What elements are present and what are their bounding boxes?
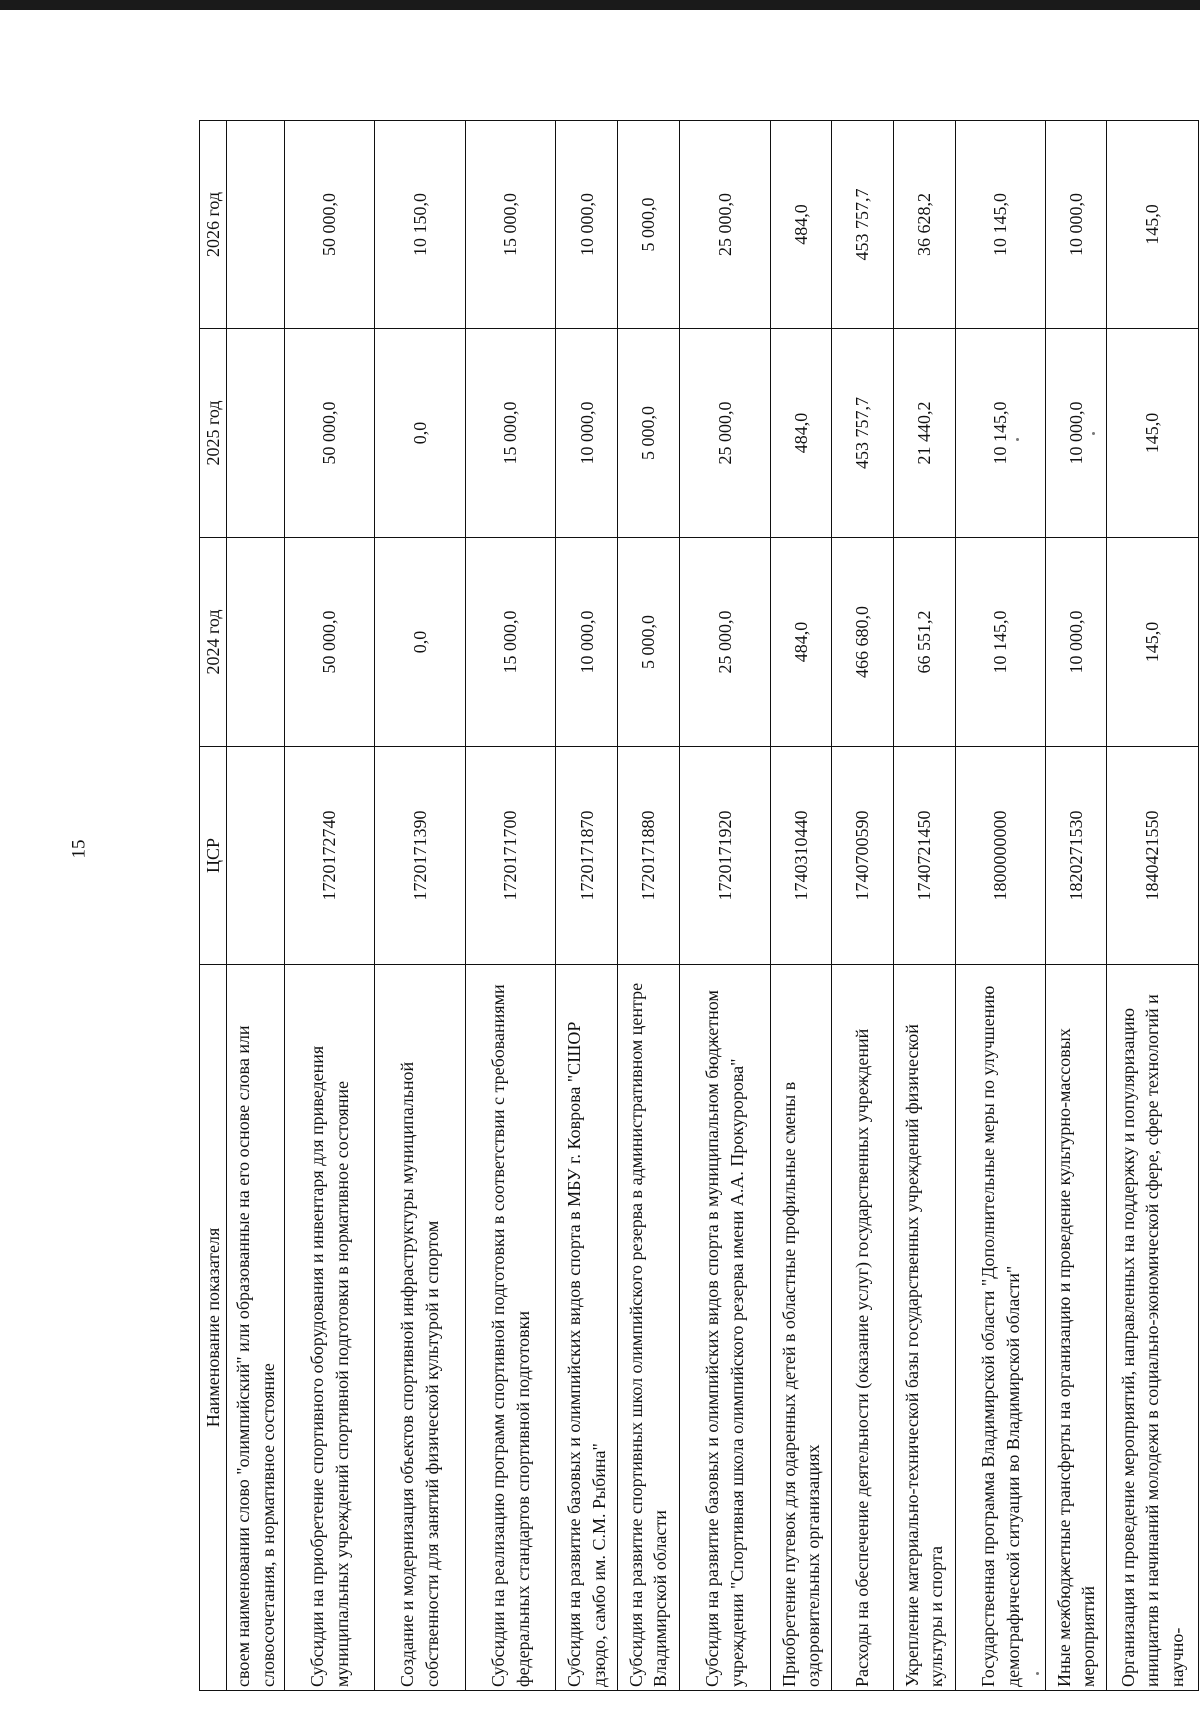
table-row [679,121,770,1691]
value-2026-cell: 36 628,2 [893,121,955,329]
value-2024-cell [227,538,285,747]
value-2025-cell: 10 145,0 [955,329,1046,538]
csr-code-cell: 1800000000 [955,747,1046,965]
indicator-name-cell: Субсидия на развитие спортивных школ олимпийского резерва в административном центре Владимирской области [618,965,680,1691]
csr-code-cell: 1720171700 [465,747,556,965]
header-indicator-name: Наименование показателя [200,965,227,1691]
header-year-2024: 2024 год [200,538,227,747]
table-body [227,121,1199,1691]
scan-top-edge [0,0,1200,10]
table-header-row [200,121,227,1691]
table-row [1106,121,1198,1691]
table-row [556,121,618,1691]
indicator-name-cell: Создание и модернизация объектов спортивной инфраструктуры муниципальной собственности для занятий физической культурой и спортом [374,965,465,1691]
value-2026-cell: 15 000,0 [465,121,556,329]
value-2025-cell: 484,0 [770,329,832,538]
value-2024-cell: 0,0 [374,538,465,747]
value-2026-cell: 10 150,0 [374,121,465,329]
value-2025-cell [227,329,285,538]
table-row [893,121,955,1691]
value-2026-cell: 484,0 [770,121,832,329]
value-2026-cell: 10 000,0 [1046,121,1107,329]
scan-speck [1092,432,1095,435]
header-csr: ЦСР [200,747,227,965]
table-row [955,121,1046,1691]
value-2024-cell: 5 000,0 [618,538,680,747]
page-number: 15 [68,839,90,859]
csr-code-cell: 1740721450 [893,747,955,965]
value-2026-cell: 10 000,0 [556,121,618,329]
csr-code-cell: 1720171880 [618,747,680,965]
value-2025-cell: 10 000,0 [556,329,618,538]
csr-code-cell: 1720171870 [556,747,618,965]
value-2026-cell: 453 757,7 [832,121,894,329]
indicator-name-cell: своем наименовании слово "олимпийский" или образованные на его основе слова или словосочетания, в нормативное состояние [227,965,285,1691]
value-2024-cell: 10 145,0 [955,538,1046,747]
header-year-2026: 2026 год [200,121,227,329]
header-year-2025: 2025 год [200,329,227,538]
table-row [465,121,556,1691]
indicator-name-cell: Субсидия на развитие базовых и олимпийских видов спорта в МБУ г. Коврова "СШОР дзюдо, самбо им. С.М. Рыбина" [556,965,618,1691]
value-2026-cell [227,121,285,329]
table-row [227,121,285,1691]
value-2026-cell: 50 000,0 [285,121,375,329]
csr-code-cell: 1740700590 [832,747,894,965]
csr-code-cell: 1820271530 [1046,747,1107,965]
indicator-name-cell: Организация и проведение мероприятий, направленных на поддержку и популяризацию инициатив и начинаний молодежи в социально-экономической сфере, сфере технологий и научно- [1106,965,1198,1691]
csr-code-cell: 1720171920 [679,747,770,965]
value-2024-cell: 10 000,0 [1046,538,1107,747]
value-2024-cell: 50 000,0 [285,538,375,747]
scan-speck [1036,1672,1039,1675]
value-2025-cell: 21 440,2 [893,329,955,538]
value-2024-cell: 145,0 [1106,538,1198,747]
value-2025-cell: 0,0 [374,329,465,538]
indicator-name-cell: Субсидия на развитие базовых и олимпийских видов спорта в муниципальном бюджетном учреждении "Спортивная школа олимпийского резерва имени А.А. Прокуророва" [679,965,770,1691]
indicator-name-cell: Субсидии на реализацию программ спортивной подготовки в соответствии с требованиями федеральных стандартов спортивной подготовки [465,965,556,1691]
table-row [618,121,680,1691]
csr-code-cell [227,747,285,965]
scan-speck [1016,438,1019,441]
budget-table [199,120,1199,1691]
table-row [1046,121,1107,1691]
value-2025-cell: 50 000,0 [285,329,375,538]
table-row [374,121,465,1691]
csr-code-cell: 1740310440 [770,747,832,965]
table-row [832,121,894,1691]
value-2025-cell: 25 000,0 [679,329,770,538]
value-2024-cell: 10 000,0 [556,538,618,747]
value-2024-cell: 484,0 [770,538,832,747]
indicator-name-cell: Государственная программа Владимирской области "Дополнительные меры по улучшению демографической ситуации во Владимирской области" [955,965,1046,1691]
csr-code-cell: 1840421550 [1106,747,1198,965]
table-row [285,121,375,1691]
csr-code-cell: 1720171390 [374,747,465,965]
value-2026-cell: 10 145,0 [955,121,1046,329]
csr-code-cell: 1720172740 [285,747,375,965]
value-2025-cell: 453 757,7 [832,329,894,538]
value-2026-cell: 5 000,0 [618,121,680,329]
value-2025-cell: 145,0 [1106,329,1198,538]
value-2025-cell: 5 000,0 [618,329,680,538]
table-row [770,121,832,1691]
indicator-name-cell: Субсидии на приобретение спортивного оборудования и инвентаря для приведения муниципальных учреждений спортивной подготовки в нормативное состояние [285,965,375,1691]
value-2026-cell: 145,0 [1106,121,1198,329]
indicator-name-cell: Укрепление материально-технической базы государственных учреждений физической культуры и спорта [893,965,955,1691]
value-2025-cell: 10 000,0 [1046,329,1107,538]
rotated-table-wrapper [199,121,1199,1691]
indicator-name-cell: Иные межбюджетные трансферты на организацию и проведение культурно-массовых мероприятий [1046,965,1107,1691]
indicator-name-cell: Приобретение путевок для одаренных детей в областные профильные смены в оздоровительных организациях [770,965,832,1691]
indicator-name-cell: Расходы на обеспечение деятельности (оказание услуг) государственных учреждений [832,965,894,1691]
value-2024-cell: 66 551,2 [893,538,955,747]
value-2024-cell: 15 000,0 [465,538,556,747]
value-2024-cell: 25 000,0 [679,538,770,747]
value-2026-cell: 25 000,0 [679,121,770,329]
value-2024-cell: 466 680,0 [832,538,894,747]
value-2025-cell: 15 000,0 [465,329,556,538]
